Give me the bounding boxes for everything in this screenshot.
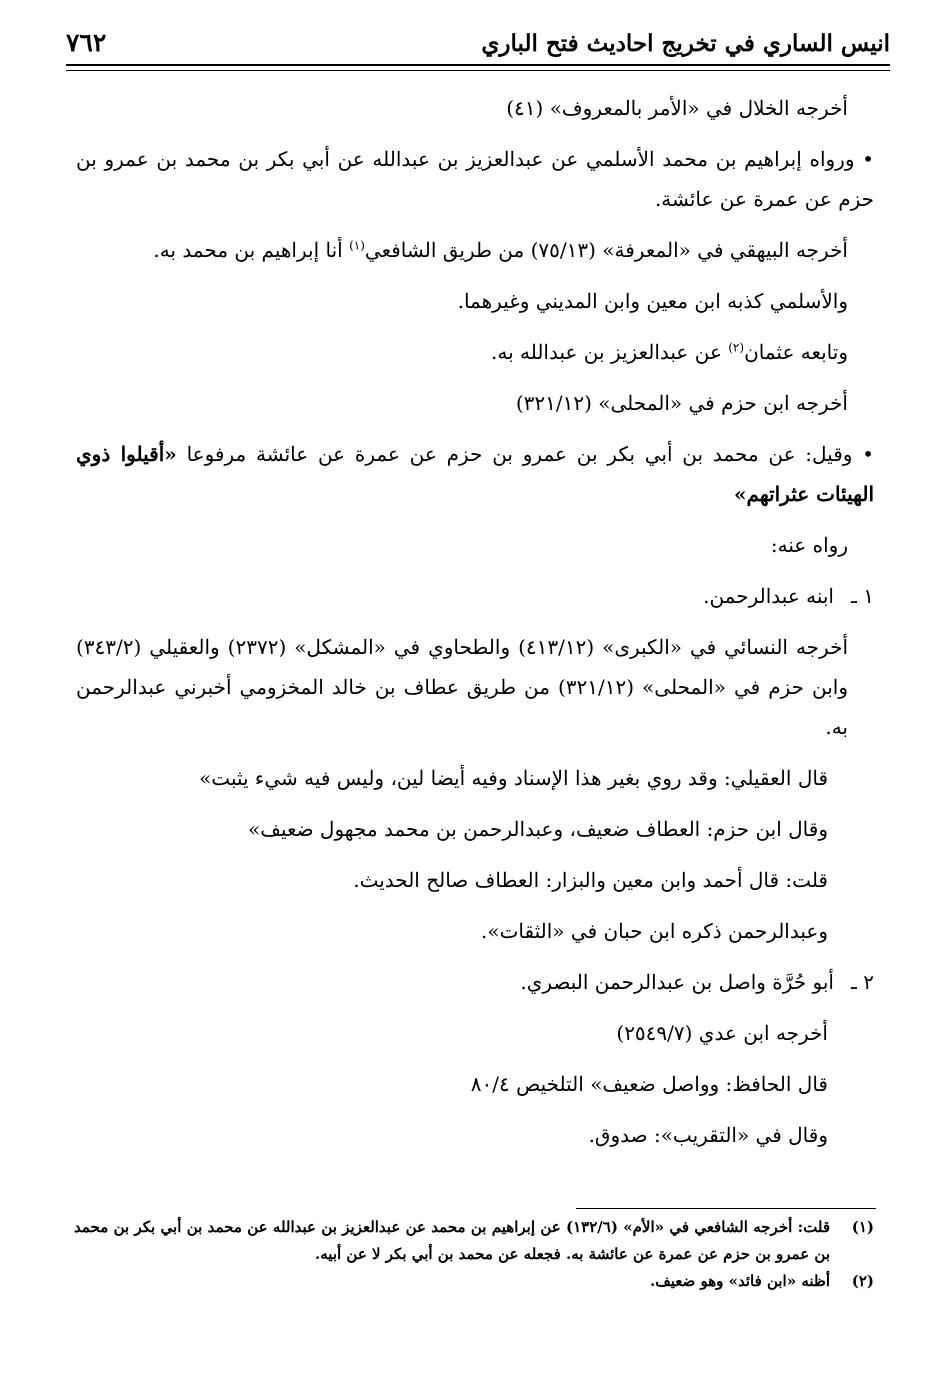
paragraph <box>76 332 874 372</box>
footnotes <box>74 1214 874 1295</box>
footnote-ref[interactable]: (١) <box>349 238 365 253</box>
paragraph: • ورواه إبراهيم بن محمد الأسلمي عن عبدالعزيز بن عبدالله عن أبي بكر بن محمد بن عمرو بن حزم عن عمرة عن عائشة. <box>76 147 874 211</box>
footnote-number: (٢) <box>851 1272 874 1290</box>
paragraph: وقال ابن حزم: العطاف ضعيف، وعبدالرحمن بن محمد مجهول ضعيف» <box>247 817 828 841</box>
footnote-separator <box>576 1208 876 1209</box>
list-item-text: أبو حُرَّة واصل بن عبدالرحمن البصري. <box>520 970 834 994</box>
paragraph: قال الحافظ: وواصل ضعيف» التلخيص ٨٠/٤ <box>470 1072 828 1096</box>
paragraph: وقال في «التقريب»: صدوق. <box>588 1123 828 1147</box>
list-number: ١ ـ <box>851 584 874 608</box>
footnote-ref[interactable]: (٢) <box>728 340 745 355</box>
header-rule-thin <box>66 70 890 71</box>
running-title: انيس الساري في تخريج احاديث فتح الباري <box>481 30 890 57</box>
list-number: ٢ ـ <box>851 970 874 994</box>
paragraph-text: أخرجه البيهقي في «المعرفة» (٧٥/١٣) من طريق الشافعي <box>364 238 848 262</box>
footnote-text: أظنه «ابن فائد» وهو ضعيف. <box>649 1272 830 1290</box>
paragraph-text: أنا إبراهيم بن محمد به. <box>153 238 350 262</box>
paragraph: رواه عنه: <box>770 533 848 557</box>
hadith-text: «أقيلوا ذوي الهيئات عثراتهم» <box>76 442 874 506</box>
paragraph: أخرجه ابن حزم في «المحلى» (٣٢١/١٢) <box>515 391 848 415</box>
paragraph: قلت: قال أحمد وابن معين والبزار: العطاف صالح الحديث. <box>353 868 828 892</box>
footnote-text: قلت: أخرجه الشافعي في «الأم» (١٣٢/٦) عن إبراهيم بن محمد عن عبدالعزيز بن عبدالله عن محمد بن أبي بكر بن محمد بن عمرو بن حزم عن عمرة عن عائشة به. فجعله عن محمد بن أبي بكر لا عن أبيه. <box>74 1218 830 1263</box>
list-item <box>76 962 874 1002</box>
paragraph-text: عن عبدالعزيز بن عبدالله به. <box>490 340 729 364</box>
paragraph-text: • وقيل: عن محمد بن أبي بكر بن عمرو بن حزم عن عمرة عن عائشة مرفوعا <box>176 442 875 466</box>
header-rule <box>66 64 890 66</box>
footnote-number: (١) <box>851 1218 874 1236</box>
paragraph: قال العقيلي: وقد روي بغير هذا الإسناد وفيه أيضا لين، وليس فيه شيء يثبت» <box>199 766 828 790</box>
paragraph-text: وتابعه عثمان <box>744 340 848 364</box>
paragraph: وعبدالرحمن ذكره ابن حبان في «الثقات». <box>480 919 828 943</box>
main-text <box>76 88 874 1166</box>
paragraph <box>76 230 874 270</box>
footnote <box>74 1214 874 1268</box>
paragraph: أخرجه النسائي في «الكبرى» (٤١٣/١٢) والطحاوي في «المشكل» (٢٣٧٢) والعقيلي (٣٤٣/٢) وابن حزم في «المحلى» (٣٢١/١٢) من طريق عطاف بن خالد المخزومي أخبرني عبدالرحمن به. <box>76 635 848 739</box>
paragraph: أخرجه الخلال في «الأمر بالمعروف» (٤١) <box>506 96 848 120</box>
paragraph <box>76 434 874 514</box>
paragraph: والأسلمي كذبه ابن معين وابن المديني وغيرهما. <box>457 289 848 313</box>
list-item <box>76 576 874 616</box>
footnote <box>74 1268 874 1295</box>
page-header <box>66 24 890 68</box>
list-item-text: ابنه عبدالرحمن. <box>703 584 834 608</box>
page-number: ٧٦٢ <box>66 28 107 57</box>
paragraph: أخرجه ابن عدي (٢٥٤٩/٧) <box>616 1021 828 1045</box>
